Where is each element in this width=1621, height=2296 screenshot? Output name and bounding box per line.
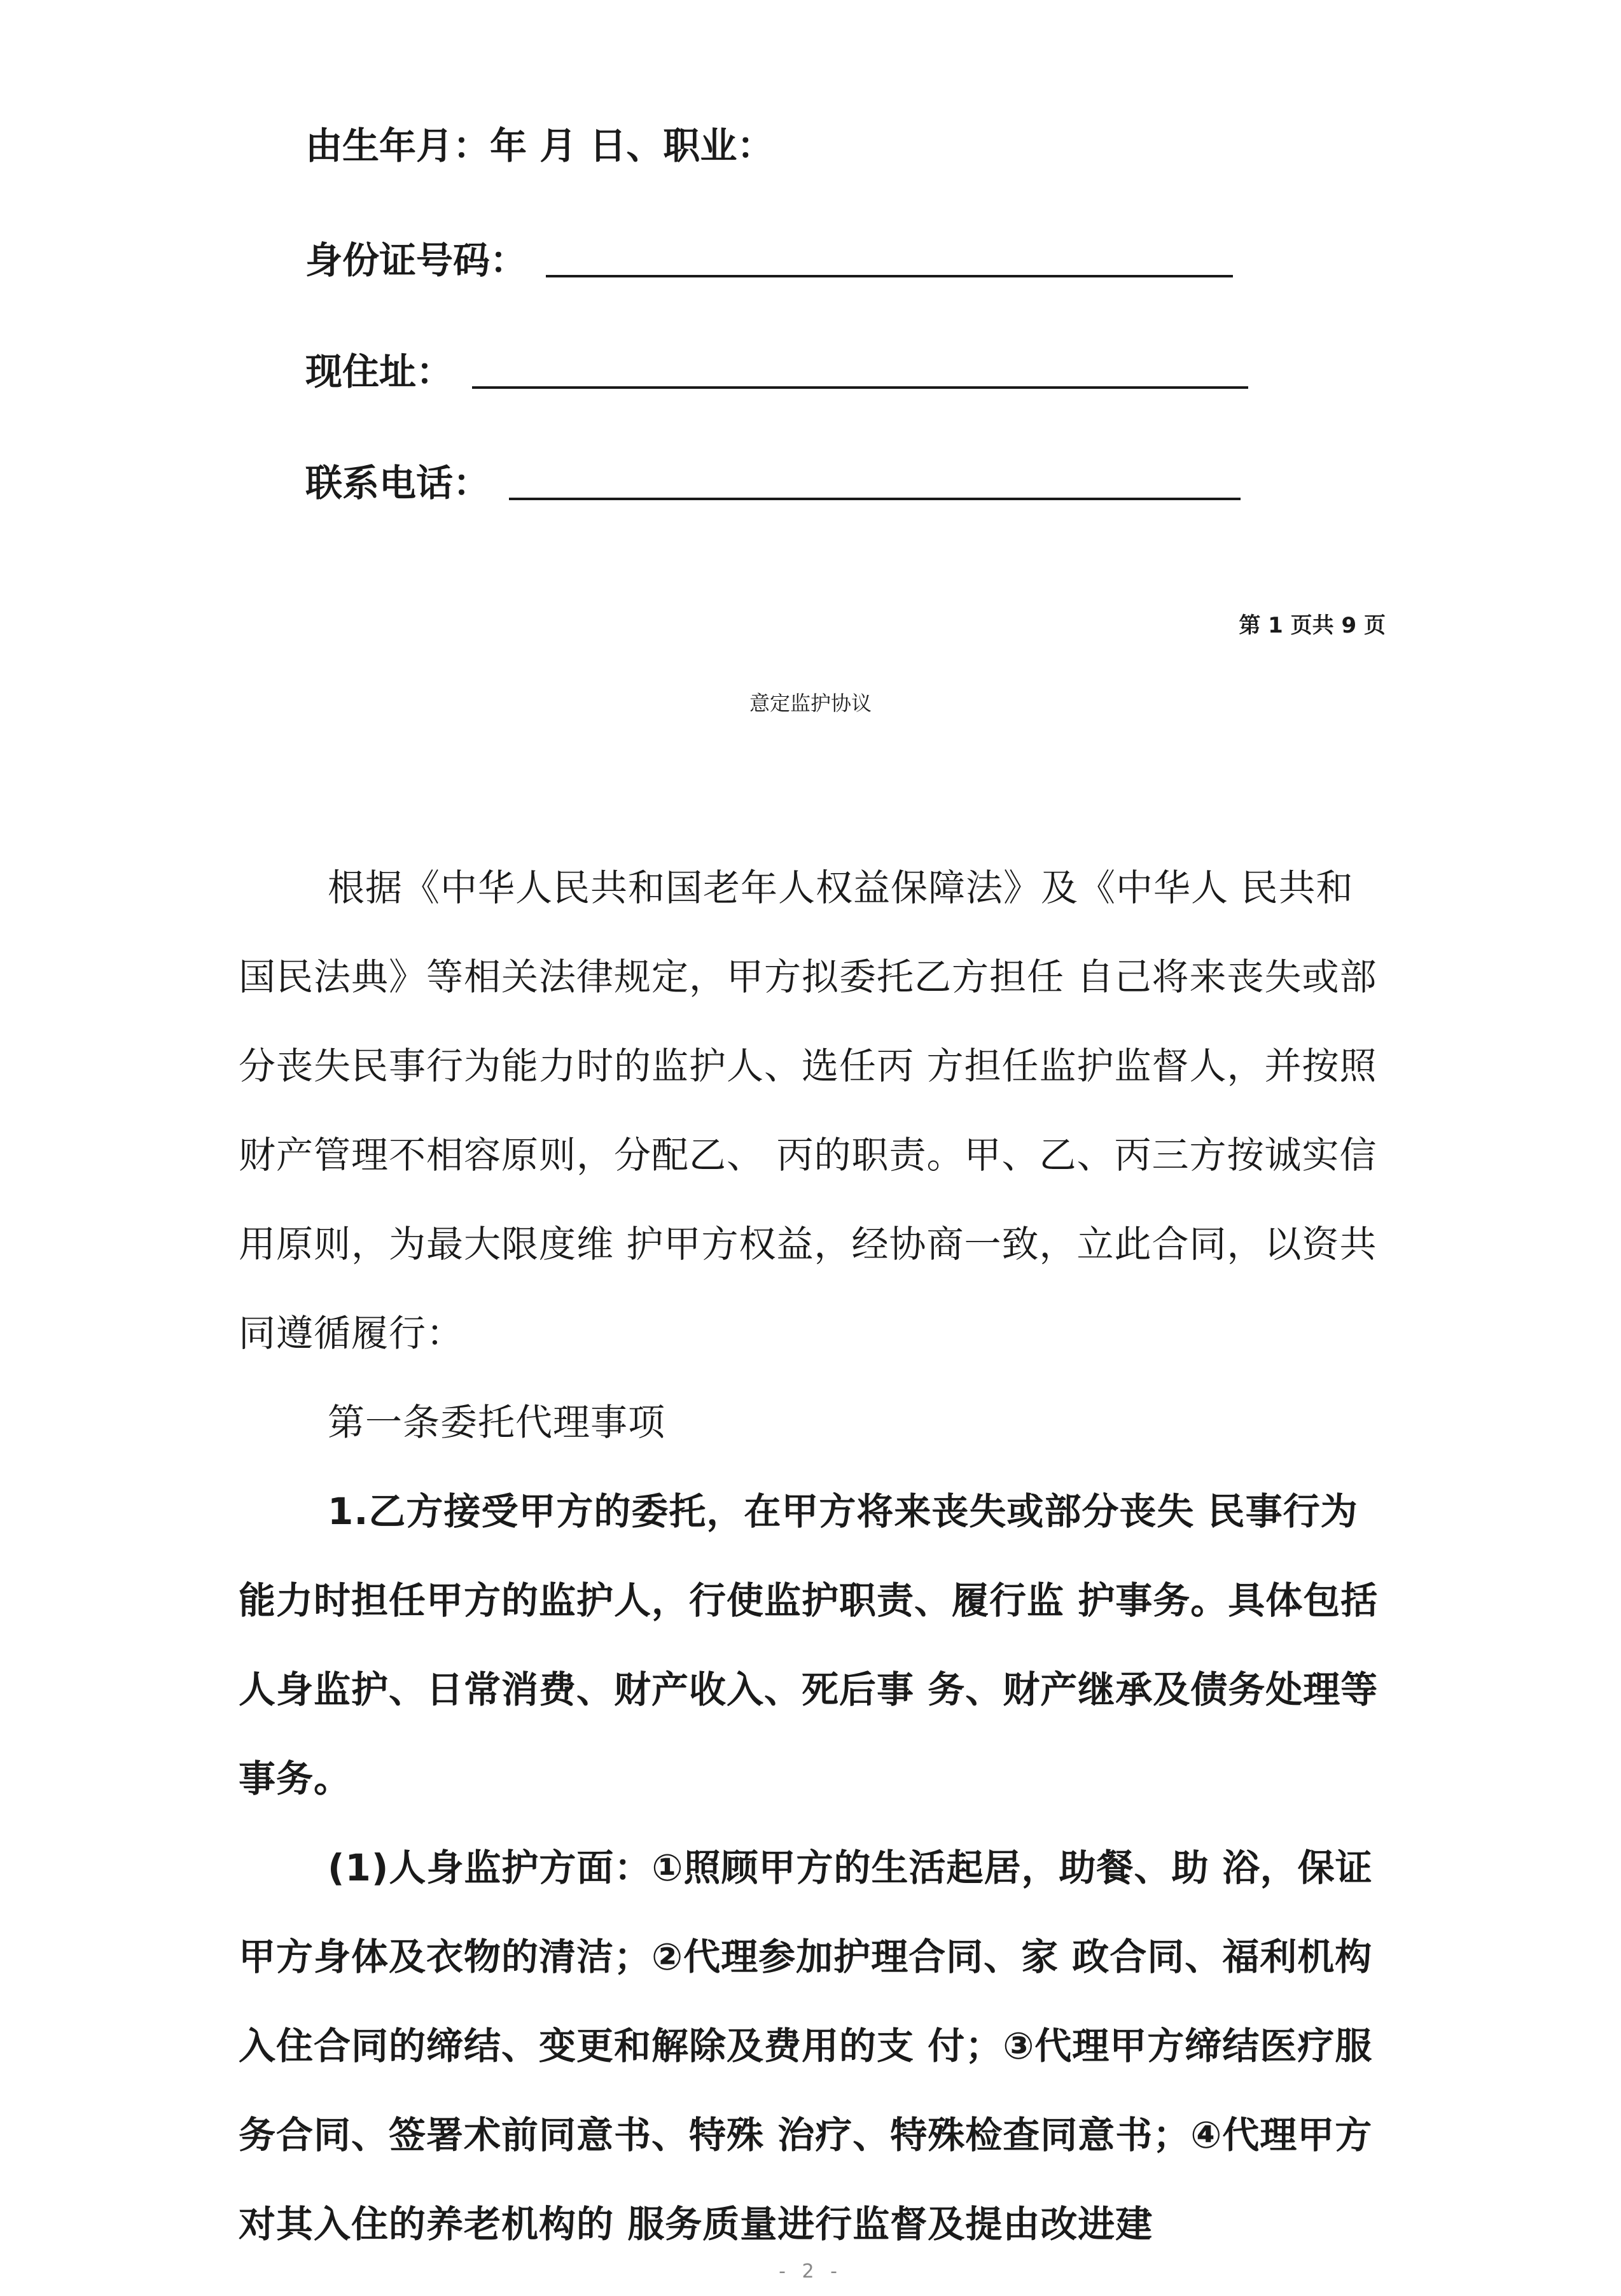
body-text xyxy=(239,843,1384,2269)
item-1-paragraph: 1.乙方接受甲方的委托，在甲方将来丧失或部分丧失 民事行为能力时担任甲方的监护人，行使监护职责、履行监 护事务。具体包括人身监护、日常消费、财产收入、死后事 务、财产继承及债务处理等事务。 xyxy=(239,1490,1379,1800)
phone-field xyxy=(305,461,1241,505)
phone-blank-line xyxy=(509,498,1241,500)
id-number-label: 身份证号码： xyxy=(305,239,527,282)
document-title: 意定监护协议 xyxy=(749,691,872,715)
intro-paragraph: 根据《中华人民共和国老年人权益保障法》及《中华人 民共和国民法典》等相关法律规定，甲方拟委托乙方担任 自己将来丧失或部分丧失民事行为能力时的监护人、选任丙 方担任监护监督人，并按照财产管理不相容原则，分配乙、 丙的职责。甲、乙、丙三方按诚实信用原则，为最大限度维 护甲方权益，经协商一致，立此合同，以资共同遵循履行： xyxy=(239,866,1377,1355)
id-number-blank-line xyxy=(546,275,1233,277)
address-field xyxy=(305,350,1248,393)
phone-label: 联系电话： xyxy=(305,461,490,505)
birth-occupation-label: 由生年月：年 月 日、职业： xyxy=(305,124,774,167)
address-label: 现住址： xyxy=(305,350,454,393)
article-1-heading: 第一条委托代理事项 xyxy=(328,1401,666,1444)
footer-page-number: - 2 - xyxy=(779,2260,842,2283)
address-blank-line xyxy=(472,386,1248,389)
page-indicator: 第 1 页共 9 页 xyxy=(1239,613,1386,638)
item-1-1-paragraph: (1)人身监护方面：①照顾甲方的生活起居，助餐、助 浴，保证甲方身体及衣物的清洁；②代理参加护理合同、家 政合同、福利机构入住合同的缔结、变更和解除及费用的支 付；③代理甲方缔结医疗服务合同、签署术前同意书、特殊 治疗、特殊检查同意书；④代理甲方对其入住的养老机构的 服务质量进行监督及提由改进建 xyxy=(239,1846,1373,2246)
id-number-field xyxy=(305,239,1233,282)
birth-occupation-field xyxy=(305,124,774,167)
